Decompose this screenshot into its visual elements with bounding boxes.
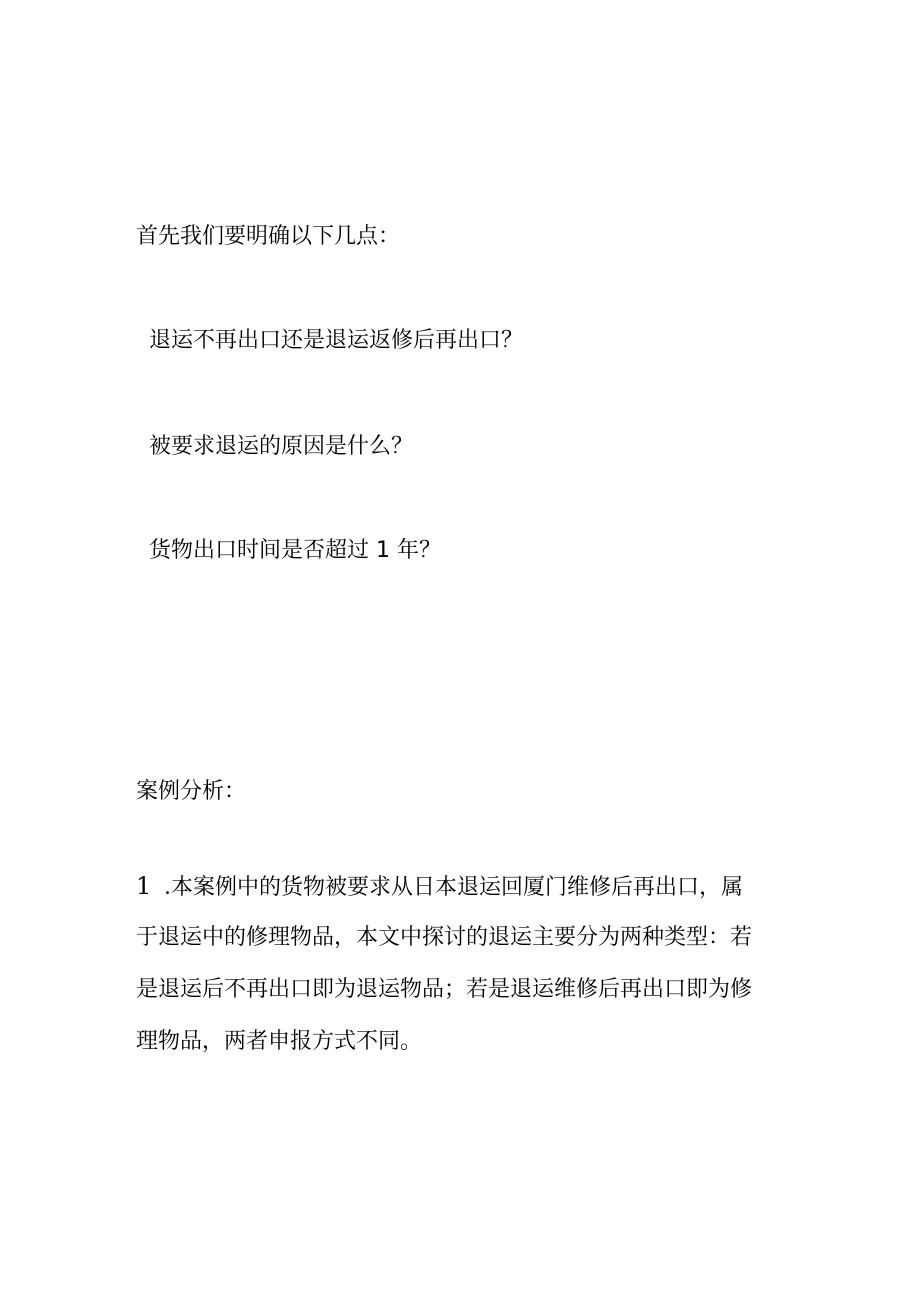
paragraph-line: 是退运后不再出口即为退运物品；若是退运维修后再出口即为修 bbox=[136, 977, 753, 1002]
analysis-heading: 案例分析： bbox=[136, 779, 247, 804]
paragraph-line: 于退运中的修理物品，本文中探讨的退运主要分为两种类型：若 bbox=[136, 925, 753, 950]
paragraph-line bbox=[136, 871, 796, 901]
intro-text: 首先我们要明确以下几点： bbox=[136, 224, 401, 249]
paragraph-line: 理物品，两者申报方式不同。 bbox=[136, 1029, 423, 1054]
question-item: 退运不再出口还是退运返修后再出口？ bbox=[149, 328, 524, 353]
question-item: 货物出口时间是否超过 1 年？ bbox=[149, 538, 441, 563]
question-item: 被要求退运的原因是什么？ bbox=[149, 434, 414, 459]
case-paragraph bbox=[136, 871, 796, 1079]
list-number: 1 bbox=[136, 872, 152, 900]
paragraph-line-text: .本案例中的货物被要求从日本退运回厦门维修后再出口，属 bbox=[164, 875, 743, 900]
